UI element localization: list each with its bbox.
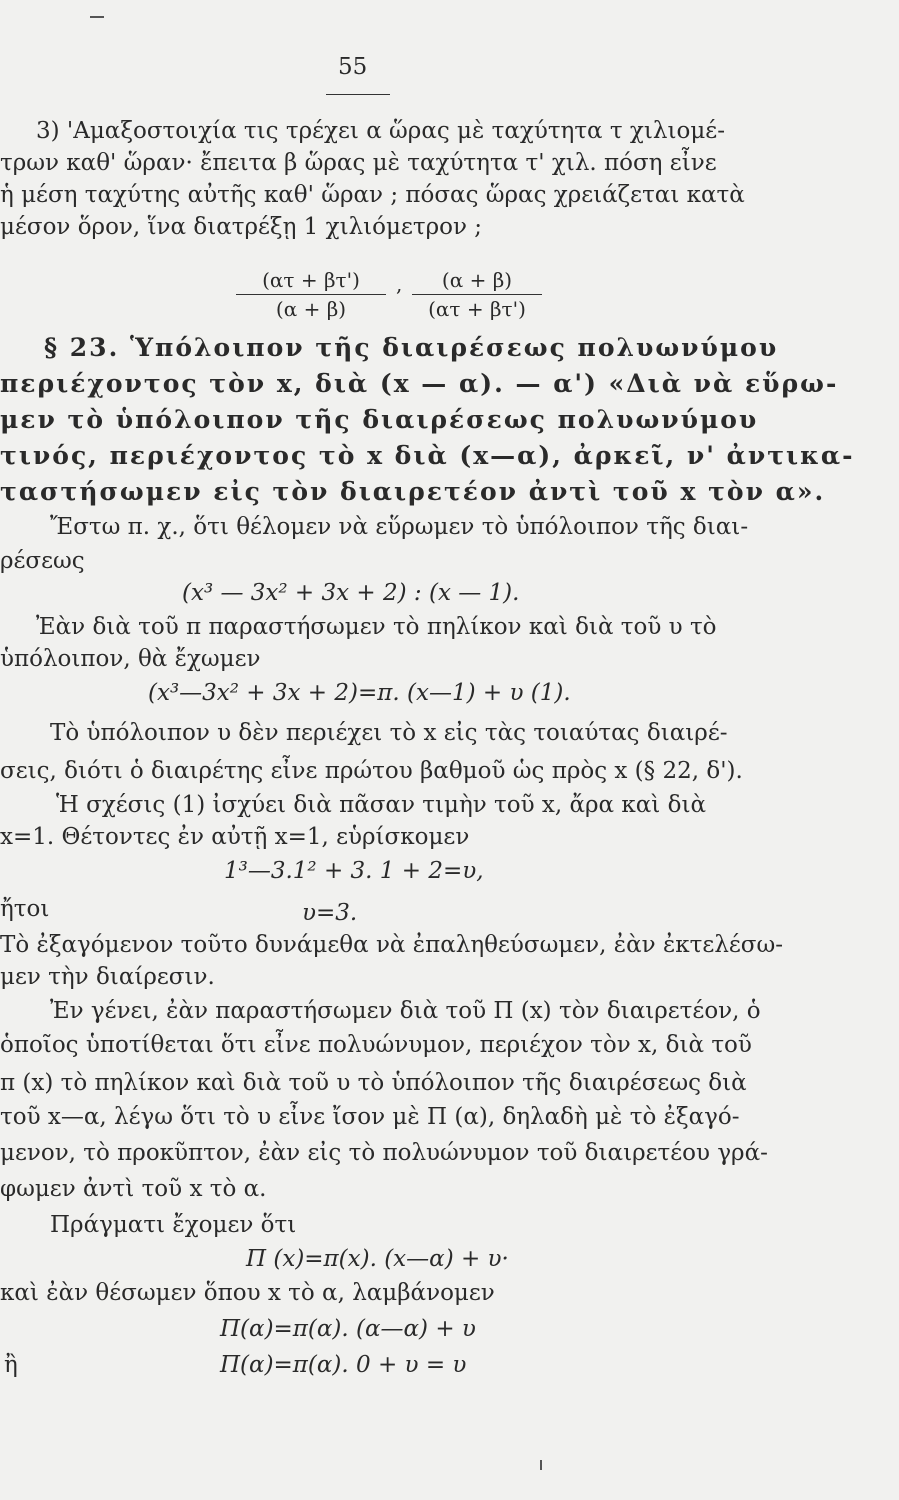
body-line: μεν τὴν διαίρεσιν. [0, 964, 215, 990]
equation-result: Π(α)=π(α). 0 + υ = υ [220, 1352, 467, 1378]
corner-mark [90, 16, 104, 18]
body-line: ὑπόλοιπον, θὰ ἔχωμεν [0, 646, 261, 672]
answer-fraction-1 [236, 268, 386, 321]
body-line: μενον, τὸ προκῦπτον, ἐὰν εἰς τὸ πολυώνυμον τοῦ διαιρετέου γρά- [0, 1140, 768, 1166]
body-line: φωμεν ἀντὶ τοῦ x τὸ α. [0, 1176, 267, 1202]
body-line: Ἐν γένει, ἐὰν παραστήσωμεν διὰ τοῦ Π (x) τὸν διαιρετέον, ὁ [50, 998, 761, 1024]
body-line: ὁποῖος ὑποτίθεται ὅτι εἶνε πολυώνυμον, περιέχον τὸν x, διὰ τοῦ [0, 1032, 752, 1058]
section-line: περιέχοντος τὸν x, διὰ (x — α). — α') «Διὰ νὰ εὕρω- [0, 369, 839, 398]
equation-substitution: 1³—3.1² + 3. 1 + 2=υ, [224, 858, 484, 884]
body-line: x=1. Θέτοντες ἐν αὐτῇ x=1, εὑρίσκομεν [0, 824, 470, 850]
problem3-line: τρων καθ' ὥραν· ἔπειτα β ὥρας μὲ ταχύτητα τ' χιλ. πόση εἶνε [0, 150, 717, 176]
page-number-rule [326, 94, 390, 95]
equation-general: Π (x)=π(x). (x—α) + υ· [246, 1246, 509, 1272]
body-line: ἢ [4, 1352, 18, 1378]
section-line: τινός, περιέχοντος τὸ x διὰ (x—α), ἀρκεῖ, ν' ἀντικα- [0, 441, 855, 470]
equation-1: (x³—3x² + 3x + 2)=π. (x—1) + υ (1). [148, 680, 571, 706]
problem3-line: 3) 'Αμαξοστοιχία τις τρέχει α ὥρας μὲ ταχύτητα τ χιλιομέ- [36, 118, 725, 144]
body-line: Πράγματι ἔχομεν ὅτι [50, 1212, 297, 1238]
problem3-line: ἡ μέση ταχύτης αὐτῆς καθ' ὥραν ; πόσας ὥρας χρειάζεται κατὰ [0, 182, 745, 208]
fraction-numerator: (α + β) [441, 268, 513, 292]
answer-separator: , [396, 272, 403, 296]
body-line: π (x) τὸ πηλίκον καὶ διὰ τοῦ υ τὸ ὑπόλοιπον τῆς διαιρέσεως διὰ [0, 1070, 747, 1096]
problem3-line: μέσον ὅρον, ἵνα διατρέξῃ 1 χιλιόμετρον ; [0, 214, 483, 240]
fraction-bar [236, 294, 386, 295]
section-heading: § 23. Ὑπόλοιπον τῆς διαιρέσεως πολυωνύμου [44, 333, 779, 362]
bottom-mark [540, 1460, 542, 1470]
page-number: 55 [338, 54, 368, 80]
fraction-denominator: (ατ + βτ') [428, 297, 526, 321]
body-line: ἤτοι [0, 896, 50, 922]
body-line: Ἔστω π. χ., ὅτι θέλομεν νὰ εὕρωμεν τὸ ὑπόλοιπον τῆς διαι- [50, 514, 749, 540]
equation-substituted: Π(α)=π(α). (α—α) + υ [220, 1316, 476, 1342]
body-line: καὶ ἐὰν θέσωμεν ὅπου x τὸ α, λαμβάνομεν [0, 1280, 495, 1306]
answer-fraction-2 [412, 268, 542, 321]
body-line: τοῦ x—α, λέγω ὅτι τὸ υ εἶνε ἴσον μὲ Π (α), δηλαδὴ μὲ τὸ ἐξαγό- [0, 1104, 740, 1130]
fraction-bar [412, 294, 542, 295]
body-line: Τὸ ἐξαγόμενον τοῦτο δυνάμεθα νὰ ἐπαληθεύσωμεν, ἐὰν ἐκτελέσω- [0, 932, 784, 958]
section-line: μεν τὸ ὑπόλοιπον τῆς διαιρέσεως πολυωνύμου [0, 405, 759, 434]
fraction-denominator: (α + β) [275, 297, 347, 321]
body-line: σεις, διότι ὁ διαιρέτης εἶνε πρώτου βαθμοῦ ὡς πρὸς x (§ 22, δ'). [0, 758, 743, 784]
fraction-numerator: (ατ + βτ') [262, 268, 360, 292]
equation-division: (x³ — 3x² + 3x + 2) : (x — 1). [182, 580, 520, 606]
body-line: Τὸ ὑπόλοιπον υ δὲν περιέχει τὸ x εἰς τὰς τοιαύτας διαιρέ- [50, 720, 728, 746]
body-line: Ἐὰν διὰ τοῦ π παραστήσωμεν τὸ πηλίκον καὶ διὰ τοῦ υ τὸ [36, 614, 717, 640]
body-line: ρέσεως [0, 548, 85, 574]
body-line: Ἡ σχέσις (1) ἰσχύει διὰ πᾶσαν τιμὴν τοῦ x, ἄρα καὶ διὰ [56, 792, 706, 818]
equation-remainder: υ=3. [302, 900, 358, 926]
section-line: ταστήσωμεν εἰς τὸν διαιρετέον ἀντὶ τοῦ x τὸν α». [0, 477, 826, 506]
